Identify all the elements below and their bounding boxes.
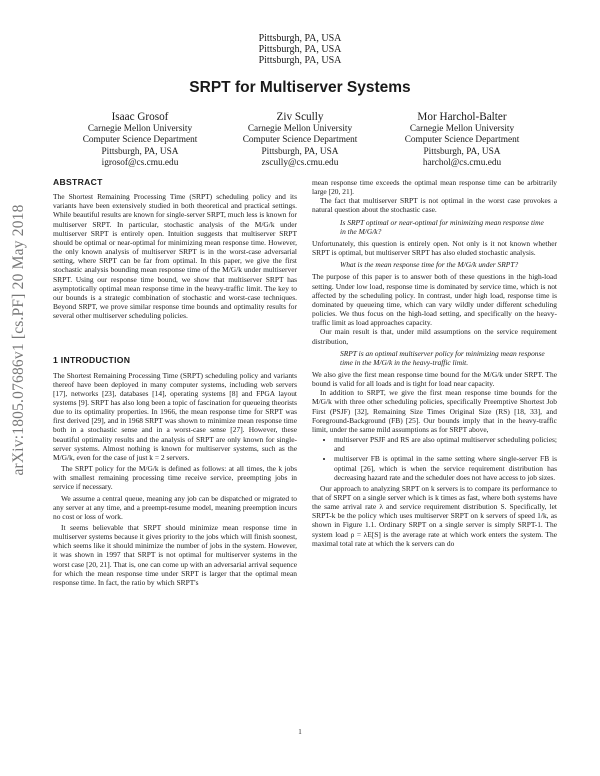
pre-title-line-2: Pittsburgh, PA, USA: [258, 44, 342, 55]
result-list: [312, 435, 557, 482]
list-item: • multiserver FB is optimal in the same setting where single-server FB is optimal [26], which is when the service requirement distribution has decreasing hazard rate and the scheduler does not have access to job sizes.: [334, 454, 557, 481]
author-location: Pittsburgh, PA, USA: [101, 146, 179, 157]
author-affiliation: Carnegie Mellon University: [409, 124, 515, 135]
author-affiliation: Carnegie Mellon University: [247, 124, 353, 135]
paragraph: mean response time exceeds the optimal mean response time can be arbitrarily large [20, 21].: [312, 178, 557, 197]
paragraph: The Shortest Remaining Processing Time (SRPT) scheduling policy and variants thereof have been deployed in many computer systems, including web servers [17], networks [23], databases [14], operating systems [8] and FPGA layout systems [9]. SRPT has also long been a topic of fascination for queueing theorists due to its optimality properties. In 1966, the mean response time for SRPT was first derived [29], and in 1968 SRPT was shown to minimize mean response time both in a stochastic sense and in a worst-case sense [27]. However, these beautiful optimality results and the analysis of SRPT are only known for single-server systems. Almost nothing is known for multiserver systems, such as the M/G/k, even for the case of just k = 2 servers.: [53, 370, 297, 462]
author-location: Pittsburgh, PA, USA: [423, 146, 501, 157]
author-email: zscully@cs.cmu.edu: [261, 157, 339, 168]
paragraph: We also give the first mean response time bound for the M/G/k under SRPT. The bound is valid for all loads and is tight for load near capacity.: [312, 369, 557, 389]
left-column: [53, 178, 297, 587]
paragraph: Unfortunately, this question is entirely open. Not only is it not known whether SRPT is optimal, but multiserver SRPT has also eluded stochastic analysis.: [312, 238, 557, 258]
author-email: igrosof@cs.cmu.edu: [101, 157, 179, 168]
abstract-heading: ABSTRACT: [53, 177, 103, 187]
list-item: • multiserver PSJF and RS are also optimal multiserver scheduling policies; and: [334, 435, 557, 453]
paragraph: Our approach to analyzing SRPT on k servers is to compare its performance to that of SRPT on a single server which is k times as fast, where both systems have the same arrival rate λ and service requirement distribution S. Specifically, let SRPT-k be the policy which uses multiserver SRPT on k servers of speed 1/k, as shown in Figure 1.1. Ordinary SRPT on a single server is simply SRPT-1. The system load ρ = λE[S] is the average rate at which work enters the system. The maximal total rate at which the k servers can do: [312, 483, 557, 548]
paper-title: SRPT for Multiserver Systems: [189, 79, 411, 96]
author-block: [377, 112, 547, 169]
page-number: 1: [298, 728, 302, 736]
paragraph: In addition to SRPT, we give the first mean response time bounds for the M/G/k with three other scheduling policies, specifically Preemptive Shortest Job First (PSJF) [32], Remaining Size Times Original Size (RS) [18, 33], and Foreground-Background (FB) [25]. Our bounds imply that in the heavy-traffic limit, under the same mild assumptions as for SRPT above,: [312, 388, 557, 434]
pre-title-line-3: Pittsburgh, PA, USA: [258, 55, 342, 66]
arxiv-stamp: arXiv:1805.07686v1 [cs.PF] 20 May 2018: [10, 204, 27, 476]
paragraph: The SRPT policy for the M/G/k is defined as follows: at all times, the k jobs with smallest remaining processing time receive service, preempting jobs in service if necessary.: [53, 464, 297, 492]
author-email: harchol@cs.cmu.edu: [422, 157, 502, 168]
author-name: Isaac Grosof: [111, 111, 169, 123]
author-location: Pittsburgh, PA, USA: [261, 146, 339, 157]
question-quote: What is the mean response time for the M/G/k under SRPT?: [340, 260, 519, 270]
abstract-text: The Shortest Remaining Processing Time (SRPT) scheduling policy and its variants have been extensively studied in both theoretical and practical settings. While beautiful results are known for single-server SRPT, much less is known for multiserver SRPT. In particular, stochastic analysis of the M/G/k under multiserver SRPT is entirely open. Intuition suggests that multiserver SRPT should be optimal or near-optimal for minimizing mean response time. However, the only known analysis of multiserver SRPT is in the worst-case adversarial setting, where SRPT can be far from optimal. In this paper, we give the first stochastic analysis bounding mean response time of the M/G/k under multiserver SRPT. Using our response time bound, we show that multiserver SRPT has asymptotically optimal mean response time in the heavy-traffic limit. The key to our bounds is a strategic combination of stochastic and worst-case techniques. Beyond SRPT, we prove similar response time bounds and optimality results for several other multiserver scheduling policies.: [53, 192, 297, 321]
pre-title-line-1: Pittsburgh, PA, USA: [258, 33, 342, 44]
paragraph: The purpose of this paper is to answer both of these questions in the high-load setting. Under low load, response time is dominated by service time, which is not affected by the scheduling policy. In contrast, under high load, response time is dominated by queueing time, which can vary wildly under different scheduling policies. We thus focus on the high-load setting, and specifically on the heavy-traffic limit as load approaches capacity.: [312, 272, 557, 328]
author-block: [215, 112, 385, 169]
author-dept: Computer Science Department: [242, 135, 358, 146]
author-dept: Computer Science Department: [82, 135, 198, 146]
main-result-quote: SRPT is an optimal multiserver policy for minimizing mean response time in the M/G/k in the heavy-traffic limit.: [340, 348, 545, 367]
paragraph: The fact that multiserver SRPT is not optimal in the worst case provokes a natural question about the stochastic case.: [312, 196, 557, 215]
question-quote: Is SRPT optimal or near-optimal for minimizing mean response time in the M/G/k?: [340, 217, 544, 236]
author-affiliation: Carnegie Mellon University: [87, 124, 193, 135]
author-block: [55, 112, 225, 169]
paragraph: We assume a central queue, meaning any job can be dispatched or migrated to any server at any time, and a preempt-resume model, meaning preemption incurs no cost or loss of work.: [53, 493, 297, 521]
author-dept: Computer Science Department: [404, 135, 520, 146]
intro-heading: 1 INTRODUCTION: [53, 355, 131, 366]
paragraph: It seems believable that SRPT should minimize mean response time in multiserver systems because it gives priority to the jobs which will finish soonest, which seems like it should minimize the number of jobs in the system. However, it was shown in 1997 that SRPT is not optimal for multiserver systems in the worst case [20, 21]. That is, one can come up with an adversarial arrival sequence for which the mean response time under SRPT is larger that the optimal mean response time. In fact, the ratio by which SRPT's: [53, 523, 297, 587]
author-name: Mor Harchol-Balter: [417, 111, 507, 123]
right-column: [312, 178, 557, 548]
author-name: Ziv Scully: [276, 111, 324, 123]
paragraph: Our main result is that, under mild assumptions on the service requirement distribution,: [312, 327, 557, 346]
